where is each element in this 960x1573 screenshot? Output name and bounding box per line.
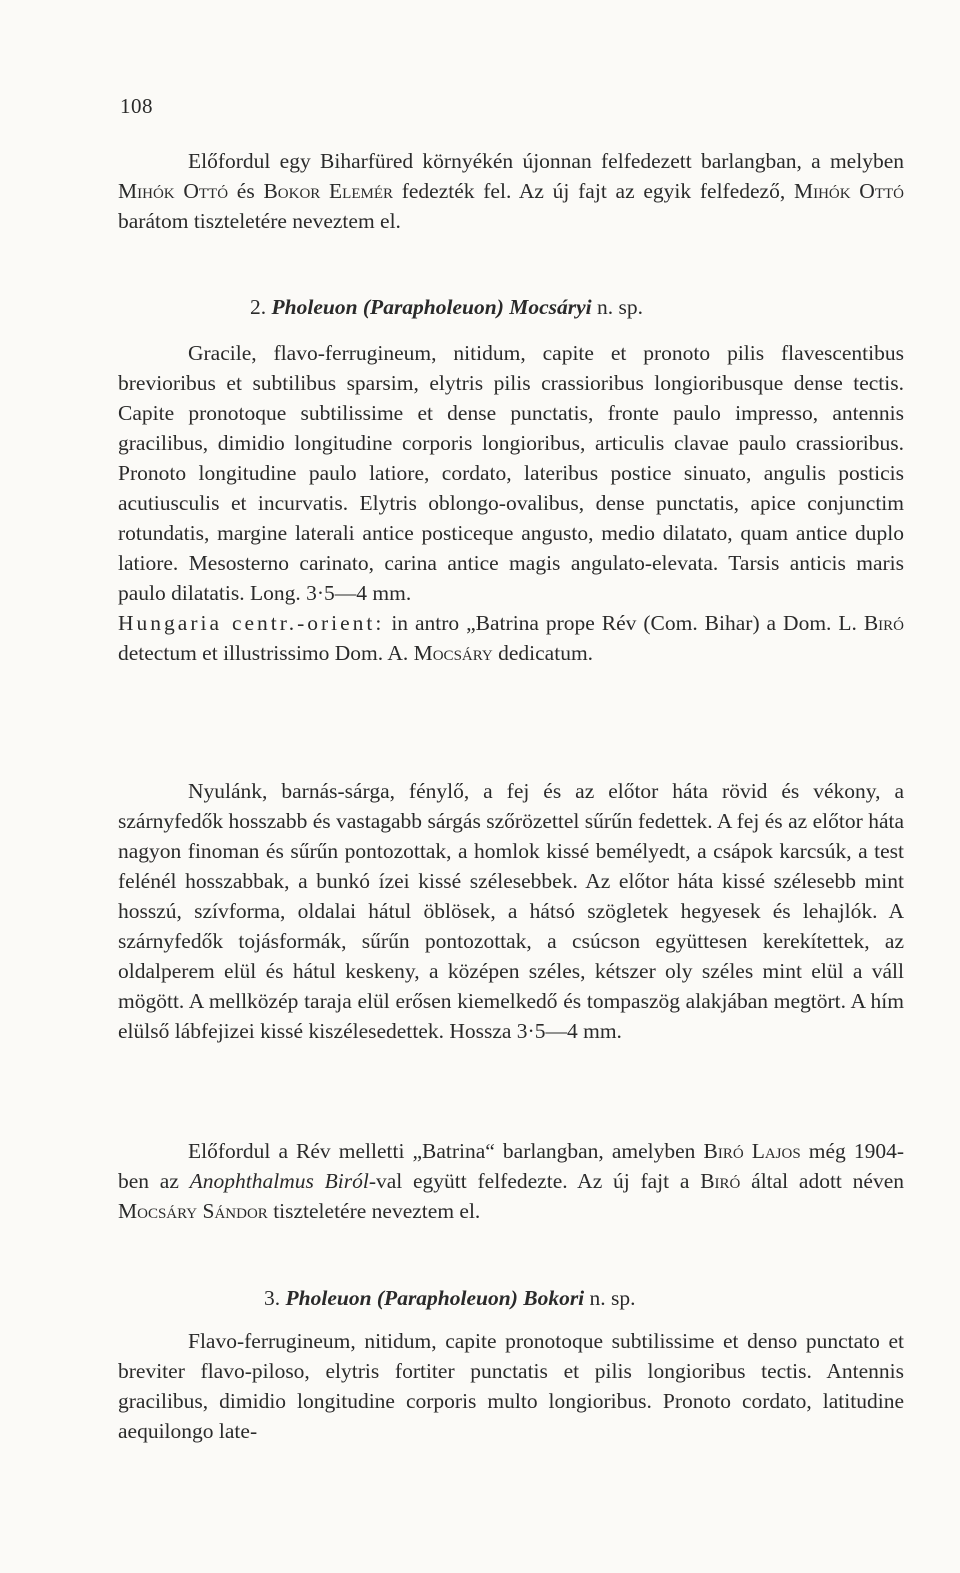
- person-name: Biró: [700, 1169, 741, 1193]
- text: által adott néven: [740, 1169, 904, 1193]
- page-number: 108: [120, 94, 153, 118]
- text: dedicatum.: [492, 641, 594, 665]
- heading-number: 3.: [264, 1286, 281, 1310]
- heading-suffix: n. sp.: [589, 1286, 636, 1310]
- text: fedezték fel. Az új fajt az egyik felfedező,: [392, 179, 794, 203]
- text: még 1904-ben az: [118, 1139, 904, 1193]
- text: in antro „Batrina prope Rév (Com. Bihar) a Dom. L.: [384, 611, 864, 635]
- species-heading-2: [250, 292, 643, 322]
- heading-number: 2.: [250, 295, 267, 319]
- species-name: Pholeuon (Parapholeuon) Bokori: [285, 1286, 585, 1310]
- paragraph-intro: [118, 146, 904, 236]
- locality: Hungaria centr.-orient:: [118, 611, 385, 635]
- hungarian-description-2: [118, 776, 904, 1046]
- species-reference: Anophthalmus Biról: [189, 1169, 369, 1193]
- species-heading-3: [264, 1283, 636, 1313]
- paragraph-occurrence-2: [118, 1136, 904, 1226]
- heading-suffix: n. sp.: [597, 295, 644, 319]
- person-name: Biró Lajos: [703, 1139, 801, 1163]
- text: Előfordul egy Biharfüred környékén újonnan felfedezett barlangban, a melyben: [188, 149, 904, 173]
- text: Gracile, flavo-ferrugineum, nitidum, capite et pronoto pilis flavescentibus brevioribus et subtilibus sparsim, elytris pilis crassioribus longioribusque dense tectis. Capite pronotoque subtilissime et dense punctatis, fronte paulo impresso, antennis gracilibus, dimidio longitudine corporis longioribus, articulis clavae paulo crassioribus. Pronoto longitudine paulo latiore, cordato, lateribus postice sinuato, angulis posticis acutiusculis et incurvatis. Elytris oblongo-ovalibus, dense punctatis, apice conjunctim rotundatis, margine laterali antice posticeque angusto, medio dilatato, quam antice duplo latiore. Mesosterno carinato, carina antice magis angulato-elevata. Tarsis anticis maris paulo dilatatis. Long. 3·5—4 mm.: [118, 341, 904, 605]
- person-name: Mihók Ottó: [118, 179, 229, 203]
- text: barátom tiszteletére neveztem el.: [118, 209, 401, 233]
- species-name: Pholeuon (Parapholeuon) Mocsáryi: [271, 295, 592, 319]
- text: -val együtt felfedezte. Az új fajt a: [368, 1169, 701, 1193]
- text: Előfordul a Rév melletti „Batrina“ barlangban, amelyben: [188, 1139, 704, 1163]
- person-name: Mocsáry: [413, 641, 493, 665]
- text: Flavo-ferrugineum, nitidum, capite pronotoque subtilissime et denso punctato et breviter flavo-piloso, elytris fortiter punctatis et pilis longioribus tectis. Antennis gracilibus, dimidio longitudine corporis multo longioribus. Pronoto cordato, latitudine aequilongo late-: [118, 1329, 904, 1443]
- person-name: Mihók Ottó: [793, 179, 904, 203]
- text: tiszteletére neveztem el.: [267, 1199, 481, 1223]
- latin-description-3: [118, 1326, 904, 1446]
- text: Nyulánk, barnás-sárga, fénylő, a fej és az előtor háta rövid és vékony, a szárnyfedők hosszabb és vastagabb sárgás szőrözettel sűrűn fedettek. A fej és az előtor háta nagyon finoman és sűrűn pontozottak, a homlok kissé bemélyedt, a csápok karcsúk, a test felénél hosszabbak, a bunkó ízei kissé szélesebbek. Az előtor háta kissé szélesebb mint hosszú, szívforma, oldalai hátul öblösek, a hátsó szögletek hegyesek és lehajlók. A szárnyfedők tojásformák, sűrűn pontozottak, a csúcson együttesen kerekítettek, az oldalperem elül és hátul keskeny, a középen széles, kétszer oly széles mint elül a váll mögött. A mellközép taraja elül erősen kiemelkedő és tompaszög alakjában megtört. A hím elülső lábfejizei kissé kiszélesedettek. Hossza 3·5—4 mm.: [118, 779, 904, 1043]
- text: és: [228, 179, 264, 203]
- latin-description-2: [118, 338, 904, 668]
- person-name: Mocsáry Sándor: [118, 1199, 268, 1223]
- person-name: Bokor Elemér: [263, 179, 393, 203]
- text: detectum et illustrissimo Dom. A.: [118, 641, 414, 665]
- person-name: Biró: [863, 611, 905, 635]
